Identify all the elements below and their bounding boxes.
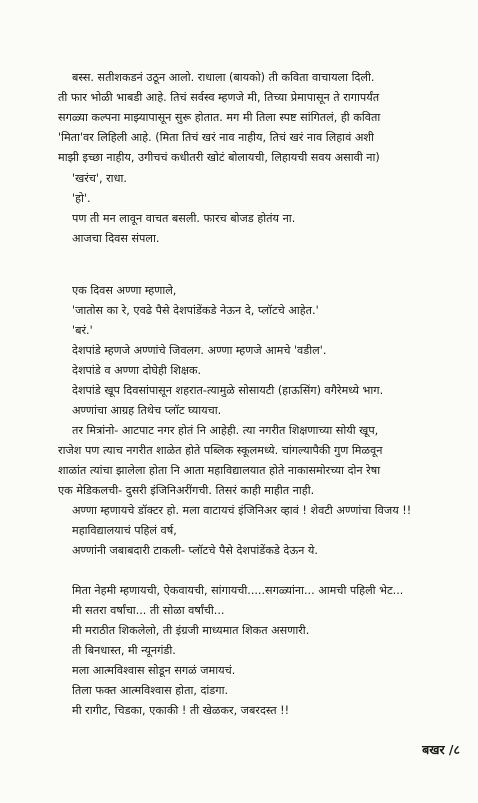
text-line: मला आत्मविश्वास सोडून सगळं जमायचं. [72, 664, 236, 677]
text-line: राजेश पण त्याच नगरीत शाळेत होते पब्लिक स्कूलमध्ये. चांगल्यापैकी गुण मिळवून [58, 444, 383, 457]
text-line: तिला फक्त आत्मविश्वास होता, दांडगा. [72, 684, 229, 697]
text-line: मिता नेहमी म्हणायची, ऐकवायची, सांगायची.....सगळ्यांना... आमची पहिली भेट... [72, 584, 404, 597]
text-line: आजचा दिवस संपला. [72, 232, 160, 245]
text-line: शाळांत त्यांचा झालेला होता नि आता महाविद्यालयात होते नाकासमोरच्या दोन रेषा [58, 464, 381, 477]
text-line: 'हो'. [72, 192, 91, 205]
text-line: एक दिवस अण्णा म्हणाले, [72, 284, 177, 297]
text-line: एक मेडिकलची- दुसरी इंजिनिअरींगची. तिसरं काही माहीत नाही. [58, 484, 315, 497]
text-line: बस्स. सतीशकडनं उठून आलो. राधाला (बायको) ती कविता वाचायला दिली. [72, 71, 375, 84]
text-line: देशपांडे म्हणजे अण्णांचे जिवलग. अण्णा म्हणजे आमचे 'वडील'. [72, 344, 327, 357]
text-line: ती बिनधास्त, मी न्यूनगंडी. [72, 644, 176, 657]
text-line: अण्णा म्हणायचे डॉक्टर हो. मला वाटायचं इंजिनिअर व्हावं ! शेवटी अण्णांचा विजय !! [72, 504, 412, 517]
text-line: मी सतरा वर्षांचा... ती सोळा वर्षांची... [72, 604, 225, 617]
text-line: देशपांडे व अण्णा दोघेही शिक्षक. [72, 364, 202, 377]
text-line: महाविद्यालयाचं पहिलं वर्ष, [72, 524, 177, 537]
text-line: पण ती मन लावून वाचत बसली. फारच बोजड होतंय ना. [72, 212, 296, 225]
text-line: 'खरंच', राधा. [72, 172, 127, 185]
page-footer: बखर /८ [422, 742, 460, 757]
text-line: मी रागीट, चिडका, एकाकी ! ती खेळकर, जबरदस्त !! [72, 704, 290, 717]
text-line: 'बरं.' [72, 324, 93, 337]
text-line: 'मिता'वर लिहिली आहे. (मिता तिचं खरं नाव नाहीय, तिचं खरं नाव लिहावं अशी [58, 131, 374, 144]
text-line: अण्णांनी जबाबदारी टाकली- प्लॉटचे पैसे देशपांडेंकडे देऊन ये. [72, 544, 318, 557]
text-line: तर मित्रांनो- आटपाट नगर होतं नि आहेही. त्या नगरीत शिक्षणाच्या सोयी खूप, [72, 424, 379, 437]
text-line: ती फार भोळी भाबडी आहे. तिचं सर्वस्व म्हणजे मी, तिच्या प्रेमापासून ते रागापर्यंत [58, 91, 380, 104]
text-line: सगळ्या कल्पना माझ्यापासून सुरू होतात. मग मी तिला स्पष्ट सांगितलं, ही कविता [58, 111, 381, 124]
text-line: देशपांडे खूप दिवसांपासून शहरात-त्यामुळे सोसायटी (हाऊसिंग) वगैरेमध्ये भाग. [72, 384, 384, 397]
text-line: माझी इच्छा नाहीय, उगीचचं कधीतरी खोटं बोलायची, लिहायची सवय असावी ना) [58, 151, 380, 164]
text-line: मी मराठीत शिकलेलो, ती इंग्रजी माध्यमात शिकत असणारी. [72, 624, 310, 637]
text-line: 'जातोस का रे, एवढे पैसे देशपांडेंकडे नेऊन दे, प्लॉटचे आहेत.' [72, 304, 319, 317]
text-line: अण्णांचा आग्रह तिथेच प्लॉट घ्यायचा. [72, 404, 222, 417]
